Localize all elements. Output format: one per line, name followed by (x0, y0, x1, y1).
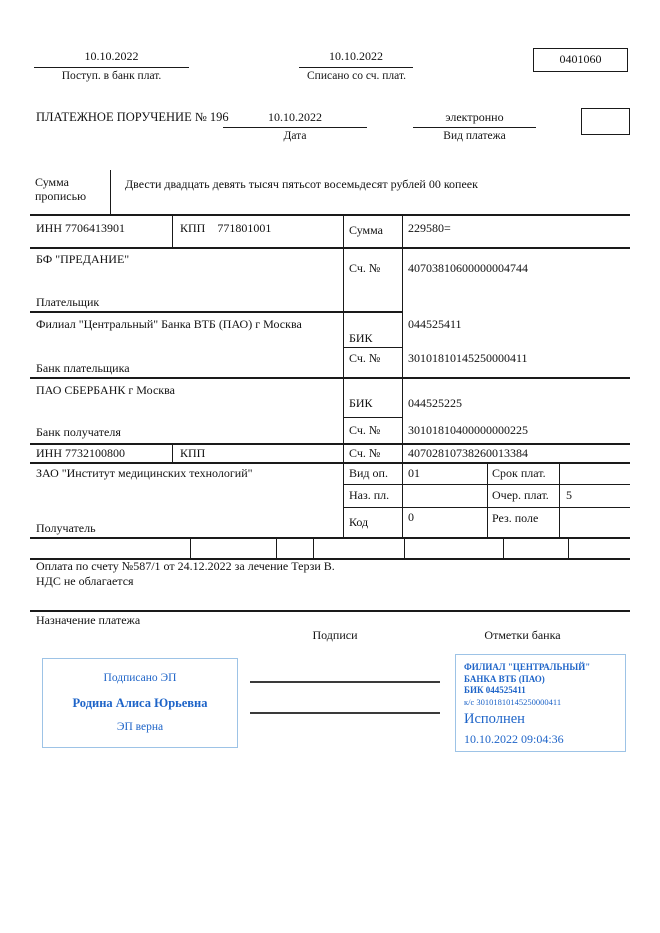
debited-date: 10.10.2022 (329, 49, 383, 63)
payer-bank-name: Филиал "Центральный" Банка ВТБ (ПАО) г Москва (36, 317, 302, 331)
grid-line (343, 347, 402, 348)
grid-line (30, 311, 403, 313)
payee-bank-name: ПАО СБЕРБАНК г Москва (36, 383, 175, 397)
grid-line (487, 462, 488, 537)
payer-bank-account: 30101810145250000411 (408, 351, 528, 365)
grid-line (110, 170, 111, 214)
grid-line (343, 484, 630, 485)
ocher-plat-value: 5 (566, 488, 572, 502)
sum-label: Сумма (349, 223, 383, 237)
bank-stamp-status: Исполнен (464, 711, 525, 727)
grid-line (404, 537, 405, 558)
payee-bank-bik: 044525225 (408, 396, 462, 410)
vid-op-value: 01 (408, 466, 420, 480)
amount-in-words-label: Сумма прописью (35, 175, 87, 204)
payee-bank-account-label: Сч. № (349, 423, 381, 437)
bank-stamp (455, 654, 626, 752)
grid-line (343, 214, 344, 537)
grid-line (276, 537, 277, 558)
ocher-plat-label: Очер. плат. (492, 488, 549, 502)
payee-kpp-label: КПП (180, 446, 206, 460)
amount-in-words: Двести двадцать девять тысяч пятьсот восемьдесят рублей 00 копеек (125, 177, 478, 191)
payer-bank-label: Банк плательщика (36, 361, 130, 375)
debited-underline (299, 67, 413, 68)
purpose-label: Назначение платежа (36, 613, 141, 627)
payee-account: 40702810738260013384 (408, 446, 528, 460)
purpose-line1: Оплата по счету №587/1 от 24.12.2022 за лечение Терзи В. (36, 559, 335, 573)
grid-line (172, 214, 173, 247)
payee-inn: ИНН 7732100800 (36, 446, 125, 460)
payer-bank-bik-label: БИК (349, 331, 373, 345)
grid-line (172, 443, 173, 462)
status-code-box (581, 108, 630, 135)
form-code-box (533, 48, 628, 72)
srok-plat-label: Срок плат. (492, 466, 546, 480)
signature-line (250, 681, 440, 683)
grid-line (30, 610, 630, 612)
purpose-line2: НДС не облагается (36, 574, 134, 588)
bank-stamp-bik: БИК 044525411 (464, 685, 526, 695)
payer-name: БФ "ПРЕДАНИЕ" (36, 252, 130, 266)
form-code: 0401060 (559, 52, 602, 66)
grid-line (568, 537, 569, 558)
payee-bank-bik-label: БИК (349, 396, 373, 410)
payer-kpp: КПП 771801001 (180, 221, 272, 235)
payee-name: ЗАО "Институт медицинских технологий" (36, 466, 253, 480)
document-title: ПЛАТЕЖНОЕ ПОРУЧЕНИЕ № 196 (36, 110, 229, 124)
e-signature-name: Родина Алиса Юрьевна (72, 696, 208, 710)
grid-line (343, 417, 402, 418)
payer-account: 40703810600000004744 (408, 261, 528, 275)
payee-label: Получатель (36, 521, 96, 535)
grid-line (30, 214, 630, 216)
received-underline (34, 67, 189, 68)
sum-value: 229580= (408, 221, 451, 235)
payer-account-label: Сч. № (349, 261, 381, 275)
bank-stamp-corr-account: к/с 30101810145250000411 (464, 697, 562, 707)
kod-label: Код (349, 515, 369, 529)
grid-line (343, 507, 630, 508)
payee-bank-account: 30101810400000000225 (408, 423, 528, 437)
doc-date: 10.10.2022 (268, 110, 322, 124)
bank-stamp-datetime: 10.10.2022 09:04:36 (464, 732, 564, 746)
payment-kind: электронно (445, 110, 504, 124)
grid-line (30, 377, 630, 379)
received-label: Поступ. в банк плат. (61, 70, 162, 82)
grid-line (402, 214, 403, 537)
grid-line (30, 443, 630, 445)
payment-kind-underline (413, 127, 536, 128)
grid-line (30, 462, 630, 464)
e-signature-line3: ЭП верна (116, 721, 164, 733)
bank-stamp-name: ФИЛИАЛ "ЦЕНТРАЛЬНЫЙ" БАНКА ВТБ (ПАО) (464, 662, 591, 684)
grid-line (30, 537, 630, 539)
payee-account-label: Сч. № (349, 446, 381, 460)
payee-bank-label: Банк получателя (36, 425, 121, 439)
grid-line (559, 462, 560, 537)
rez-pole-label: Рез. поле (492, 511, 539, 525)
payment-kind-label: Вид платежа (443, 130, 506, 142)
payer-bank-bik: 044525411 (408, 317, 462, 331)
grid-line (503, 537, 504, 558)
payer-inn: ИНН 7706413901 (36, 221, 125, 235)
grid-line (190, 537, 191, 558)
received-date: 10.10.2022 (84, 49, 139, 63)
grid-line (30, 247, 630, 249)
grid-line (313, 537, 314, 558)
signatures-label: Подписи (312, 628, 358, 642)
doc-date-underline (223, 127, 367, 128)
payer-label: Плательщик (36, 295, 100, 309)
doc-date-label: Дата (283, 130, 307, 142)
e-signature-stamp (42, 658, 238, 748)
kod-value: 0 (408, 510, 414, 524)
debited-label: Списано со сч. плат. (307, 70, 406, 82)
bank-marks-label: Отметки банка (484, 628, 561, 642)
e-signature-line1: Подписано ЭП (103, 672, 177, 684)
naz-pl-label: Наз. пл. (349, 488, 390, 502)
vid-op-label: Вид оп. (349, 466, 388, 480)
payer-bank-account-label: Сч. № (349, 351, 381, 365)
signature-line (250, 712, 440, 714)
